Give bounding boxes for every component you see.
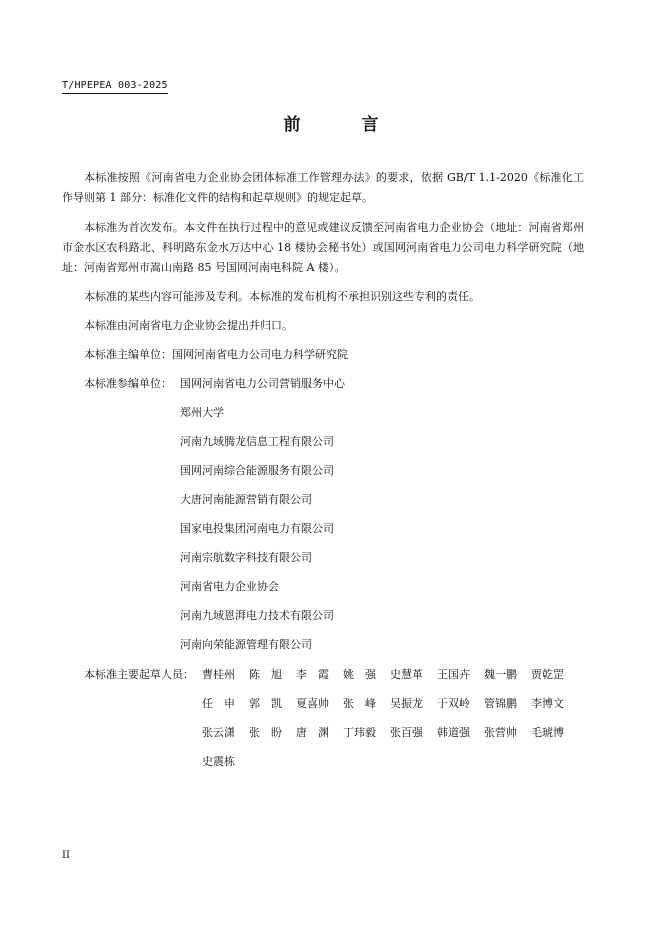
drafter-name: 张云潇 [202, 726, 235, 739]
chief-unit-line: 本标准主编单位：国网河南省电力公司电力科学研究院 [84, 348, 348, 361]
drafter-name: 王国卉 [437, 668, 470, 681]
drafter-name: 毛琥博 [531, 726, 564, 739]
drafter-name: 吴振龙 [390, 697, 423, 710]
drafter-name: 史慧革 [390, 668, 423, 681]
document-id: T/HPEPEA 003-2025 [62, 80, 168, 94]
participating-unit: 国网河南省电力公司营销服务中心 [180, 377, 345, 390]
drafters-label: 本标准主要起草人员： [84, 668, 194, 681]
participating-unit: 郑州大学 [180, 406, 224, 419]
drafter-name: 张百强 [390, 726, 423, 739]
drafter-name: 唐 渊 [296, 726, 329, 739]
drafter-name: 韩道强 [437, 726, 470, 739]
drafter-name: 曹桂州 [202, 668, 235, 681]
proposer-line: 本标准由河南省电力企业协会提出并归口。 [84, 319, 293, 332]
participating-unit: 河南宗航数字科技有限公司 [180, 551, 312, 564]
paragraph-first-release: 本标准为首次发布。本文件在执行过程中的意见或建议反馈至河南省电力企业协会（地址：河南省郑州市金水区农科路北、科明路东金水万达中心 18 楼协会秘书处）或国网河南省电力公司电力科学研究院（地址：河南省郑州市嵩山南路 85 号国网河南电科院 A 楼）。 [62, 221, 584, 274]
participating-unit: 国家电投集团河南电力有限公司 [180, 522, 334, 535]
drafter-name: 丁玮毅 [343, 726, 376, 739]
participating-unit: 国网河南综合能源服务有限公司 [180, 464, 334, 477]
drafter-name: 郭 凯 [249, 697, 282, 710]
drafters-list [202, 666, 592, 771]
drafter-name: 魏一鹏 [484, 668, 517, 681]
participating-unit: 河南省电力企业协会 [180, 580, 279, 593]
drafter-name: 李博文 [531, 697, 564, 710]
drafter-name: 管锦鹏 [484, 697, 517, 710]
participating-unit: 河南九域恩湃电力技术有限公司 [180, 609, 334, 622]
page-title: 前 言 [283, 115, 401, 135]
patent-note: 本标准的某些内容可能涉及专利。本标准的发布机构不承担识别这些专利的责任。 [84, 290, 480, 303]
drafter-name: 于双岭 [437, 697, 470, 710]
drafter-name: 张 盼 [249, 726, 282, 739]
drafter-name: 张 峰 [343, 697, 376, 710]
participating-unit: 河南九域腾龙信息工程有限公司 [180, 435, 334, 448]
drafter-name: 陈 旭 [249, 668, 282, 681]
drafter-name: 任 申 [202, 697, 235, 710]
participating-unit: 大唐河南能源营销有限公司 [180, 493, 312, 506]
drafter-name: 贾乾罡 [531, 668, 564, 681]
drafter-name: 姚 强 [343, 668, 376, 681]
page-number: II [62, 850, 70, 861]
paragraph-drafting-basis: 本标准按照《河南省电力企业协会团体标准工作管理办法》的要求，依据 GB/T 1.1-2020《标准化工作导则第 1 部分：标准化文件的结构和起草规则》的规定起草。 [62, 171, 584, 204]
participating-unit: 河南向荣能源管理有限公司 [180, 638, 312, 651]
drafter-name: 夏喜帅 [296, 697, 329, 710]
participating-units-label: 本标准参编单位： [84, 377, 172, 390]
drafter-name: 史震栋 [202, 755, 235, 768]
drafter-name: 李 霞 [296, 668, 329, 681]
drafter-name: 张营帅 [484, 726, 517, 739]
